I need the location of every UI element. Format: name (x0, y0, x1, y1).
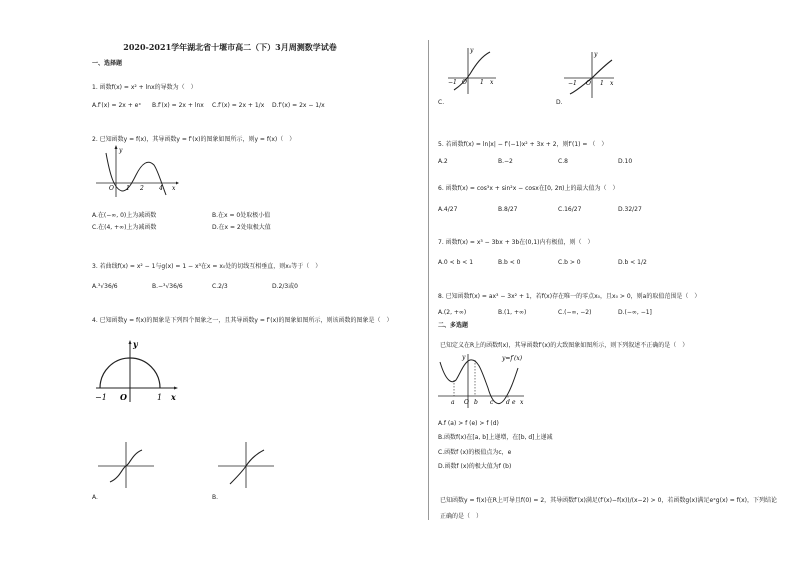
q4-option-d-graph (562, 50, 622, 100)
q2-label-2: 2 (140, 185, 144, 192)
q4-label-x: x (171, 392, 176, 402)
q3-option-c: C.2/3 (212, 283, 228, 290)
q5-stem: 5. 若函数f(x) = ln|x| − f′(−1)x² + 3x + 2，则f′(1) = （ ） (438, 141, 608, 148)
q4-label-1: 1 (157, 393, 163, 402)
q9-label-o: O (464, 399, 469, 406)
q3-option-b: B.−³√36/6 (152, 283, 183, 290)
q7-stem: 7. 函数f(x) = x³ − 3bx + 3b在(0,1)内有极值，则（ ） (438, 239, 594, 246)
q2-derivative-graph (92, 145, 182, 200)
q2-option-d: D.在x = 2处取极大值 (212, 224, 271, 231)
q4-option-d: D. (556, 99, 563, 106)
svg-text:O: O (586, 80, 591, 87)
q3-option-a: A.³√36/6 (92, 283, 118, 290)
q7-option-c: C.b > 0 (558, 259, 581, 266)
svg-text:y: y (470, 47, 474, 54)
q9-label-y: y (462, 354, 466, 361)
q4-y-arrow (129, 340, 132, 344)
column-divider (428, 40, 429, 520)
q8-option-c: C.(−∞, −2) (558, 309, 592, 316)
q4-option-c: C. (438, 99, 445, 106)
q2-option-b: B.在x = 0处取极小值 (212, 212, 271, 219)
q2-stem: 2. 已知函数y = f(x)，其导函数y = f′(x)的图象如图所示，则y = f(x)（ ） (92, 136, 296, 143)
q8-option-a: A.(2, +∞) (438, 309, 467, 316)
q4-stem: 4. 已知函数y = f(x)的图象是下列四个图象之一，且其导函数y = f′(x)的图象如图所示，则该函数的图象是（ ） (92, 317, 393, 324)
q2-label-1: 1 (126, 185, 130, 192)
qb-curve (230, 450, 264, 484)
q2-label-y: y (119, 147, 123, 154)
q2-label-o: O (109, 185, 114, 192)
q4-option-b-graph (218, 440, 278, 490)
section-heading-2: 二、多选题 (438, 322, 469, 329)
q2-y-arrow (115, 145, 118, 149)
q9-label-e: e (512, 399, 516, 406)
q9-option-c: C.函数f (x)的极值点为c，e (438, 449, 512, 456)
q6-option-a: A.4/27 (438, 206, 458, 213)
q2-label-4: 4 (159, 185, 163, 192)
svg-text:x: x (490, 79, 494, 86)
q1-stem: 1. 函数f(x) = x² + lnx的导数为（ ） (92, 84, 197, 91)
q2-x-arrow (176, 182, 179, 185)
q4-label-y: y (133, 339, 138, 349)
q8-option-d: D.(−∞, −1] (618, 309, 652, 316)
svg-text:O: O (462, 79, 467, 86)
q4-option-a-graph (98, 440, 158, 490)
q5-option-d: D.10 (618, 158, 633, 165)
q9-curve (440, 360, 518, 404)
q6-option-b: B.8/27 (498, 206, 518, 213)
q5-option-b: B.−2 (498, 158, 513, 165)
q9-stem: 已知定义在R上的函数f(x)，其导函数f′(x)的大致图象如图所示，则下列叙述不正确的是（ ） (440, 342, 689, 349)
q7-option-d: D.b < 1/2 (618, 259, 647, 266)
svg-text:y: y (594, 51, 598, 58)
q2-curve (106, 153, 166, 195)
qc-curve (454, 52, 490, 90)
svg-text:x: x (610, 80, 614, 87)
q9-label-fx: y=f′(x) (502, 355, 523, 362)
q9-label-d: d (506, 399, 510, 406)
q3-stem: 3. 若曲线f(x) = x² − 1与g(x) = 1 − x³在x = x₀处的切线互相垂直，则x₀等于（ ） (92, 263, 322, 270)
svg-text:1: 1 (600, 80, 604, 87)
q1-option-c: C.f′(x) = 2x + 1/x (212, 102, 265, 109)
q6-option-d: D.32/27 (618, 206, 642, 213)
q9-derivative-graph (438, 352, 528, 410)
q4-option-a: A. (92, 494, 98, 501)
q9-label-b: b (474, 399, 478, 406)
q9-label-a: a (451, 399, 455, 406)
q4-label-neg1: −1 (95, 393, 107, 402)
q3-option-d: D.2/3或0 (272, 283, 299, 290)
svg-text:1: 1 (480, 79, 484, 86)
q4-option-b: B. (212, 494, 219, 501)
q4-option-c-graph (446, 46, 506, 96)
q2-option-c: C.在(4, +∞)上为减函数 (92, 224, 157, 231)
q10-stem-2: 正确的是（ ） (440, 513, 483, 520)
page-title: 2020-2021学年湖北省十堰市高二（下）3月周测数学试卷 (123, 42, 337, 52)
q9-option-a: A.f (a) > f (e) > f (d) (438, 420, 499, 427)
q1-option-a: A.f′(x) = 2x + eˣ (92, 102, 142, 109)
q4-derivative-graph (94, 340, 184, 405)
q8-option-b: B.(1, +∞) (498, 309, 527, 316)
q9-option-b: B.函数f(x)在[a, b]上递增，在[b, d]上递减 (438, 434, 553, 441)
q4-x-arrow (174, 387, 178, 390)
q7-option-a: A.0 < b < 1 (438, 259, 474, 266)
svg-text:−1: −1 (448, 79, 457, 86)
q1-option-b: B.f′(x) = 2x + lnx (152, 102, 204, 109)
q7-option-b: B.b < 0 (498, 259, 521, 266)
q2-label-x: x (172, 185, 176, 192)
section-heading-1: 一、选择题 (92, 60, 123, 67)
q9-label-c: c (490, 399, 494, 406)
qd-curve (570, 60, 612, 94)
q10-stem: 已知函数y = f(x)在R上可导且f(0) = 2，其导函数f′(x)满足(f′(x)−f(x))/(x−2) > 0，若函数g(x)满足eˣg(x) = f(x)，下列结论 (440, 497, 778, 504)
q5-option-c: C.8 (558, 158, 568, 165)
q1-option-d: D.f′(x) = 2x − 1/x (272, 102, 325, 109)
q9-option-d: D.函数f (x)的极大值为f (b) (438, 463, 512, 470)
q4-label-o: O (120, 392, 127, 402)
q5-option-a: A.2 (438, 158, 448, 165)
q6-stem: 6. 函数f(x) = cos³x + sin²x − cosx在[0, 2π)上的最大值为（ ） (438, 185, 619, 192)
q2-option-a: A.在(−∞, 0)上为减函数 (92, 212, 157, 219)
q6-option-c: C.16/27 (558, 206, 582, 213)
svg-text:−1: −1 (568, 80, 577, 87)
q8-stem: 8. 已知函数f(x) = ax³ − 3x² + 1，若f(x)存在唯一的零点x₀，且x₀ > 0，则a的取值范围是（ ） (438, 293, 701, 300)
q9-label-x: x (520, 399, 524, 406)
